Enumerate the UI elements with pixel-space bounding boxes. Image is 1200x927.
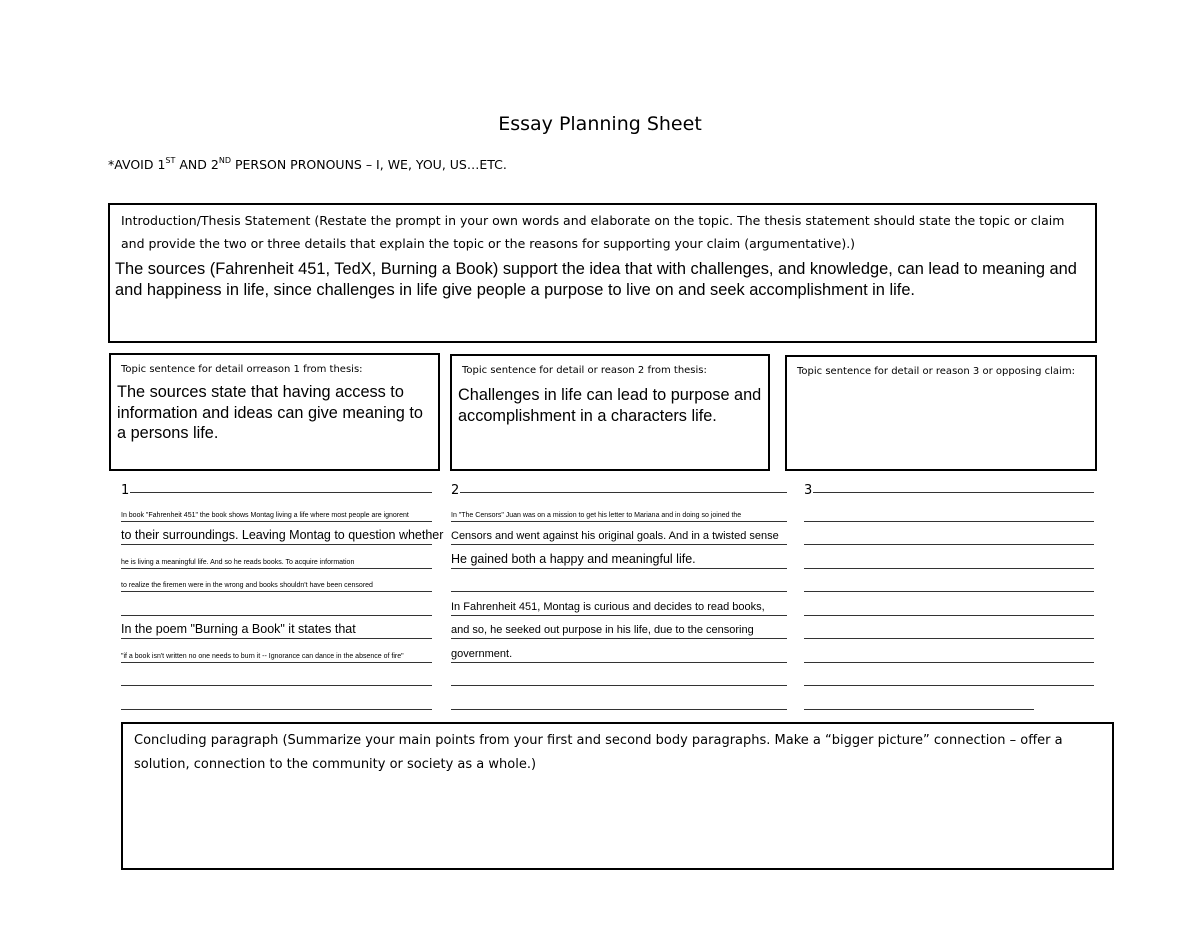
writing-line[interactable] bbox=[804, 688, 1094, 712]
column-number: 3 bbox=[804, 483, 813, 498]
writing-line[interactable] bbox=[121, 688, 432, 712]
writing-line[interactable]: to realize the firemen were in the wrong and books shouldn't have been censored bbox=[121, 571, 432, 595]
writing-line[interactable]: "if a book isn't written no one needs to burn it -- Ignorance can dance in the absence of fire" bbox=[121, 641, 432, 665]
topic-prompt-3: Topic sentence for detail or reason 3 or opposing claim: bbox=[797, 366, 1075, 377]
writing-line[interactable] bbox=[451, 665, 787, 689]
divider bbox=[121, 492, 432, 493]
topic-sentence-box-3[interactable] bbox=[785, 355, 1097, 471]
writing-line[interactable] bbox=[804, 618, 1094, 642]
writing-line[interactable] bbox=[451, 688, 787, 712]
writing-line[interactable]: he is living a meaningful life. And so he reads books. To acquire information bbox=[121, 547, 432, 571]
writing-line[interactable] bbox=[804, 547, 1094, 571]
divider bbox=[804, 492, 1094, 493]
writing-line[interactable]: In the poem "Burning a Book" it states that bbox=[121, 618, 432, 642]
topic-answer-2[interactable]: Challenges in life can lead to purpose and accomplishment in a characters life. bbox=[458, 386, 762, 425]
conclusion-prompt: Concluding paragraph (Summarize your main points from your first and second body paragraphs. Make a “bigger picture” connection – offer a solution, connection to the community or society as a whole.) bbox=[134, 733, 1063, 772]
writing-line[interactable]: In Fahrenheit 451, Montag is curious and decides to read books, bbox=[451, 594, 787, 618]
writing-line[interactable]: and so, he seeked out purpose in his life, due to the censoring bbox=[451, 618, 787, 642]
conclusion-box[interactable] bbox=[121, 722, 1114, 870]
writing-line[interactable]: In book "Fahrenheit 451" the book shows Montag living a life where most people are ignorent bbox=[121, 500, 432, 524]
pronoun-warning: *AVOID 1ST AND 2ND PERSON PRONOUNS – I, WE, YOU, US…ETC. bbox=[108, 156, 507, 172]
writing-line[interactable] bbox=[804, 500, 1094, 524]
writing-line[interactable] bbox=[804, 665, 1094, 689]
introduction-box[interactable] bbox=[108, 203, 1097, 343]
writing-line[interactable]: In "The Censors" Juan was on a mission to get his letter to Mariana and in doing so joined the bbox=[451, 500, 787, 524]
column-number: 2 bbox=[451, 483, 460, 498]
writing-line[interactable] bbox=[804, 571, 1094, 595]
column-header bbox=[121, 482, 432, 500]
page-title: Essay Planning Sheet bbox=[498, 113, 702, 135]
writing-line[interactable]: He gained both a happy and meaningful life. bbox=[451, 547, 787, 571]
topic-answer-1[interactable]: The sources state that having access to information and ideas can give meaning to a persons life. bbox=[117, 383, 423, 442]
writing-line[interactable] bbox=[804, 524, 1094, 548]
writing-line[interactable] bbox=[804, 641, 1094, 665]
topic-prompt-2: Topic sentence for detail or reason 2 from thesis: bbox=[462, 365, 707, 376]
writing-line[interactable] bbox=[451, 571, 787, 595]
topic-prompt-1: Topic sentence for detail orreason 1 from thesis: bbox=[121, 364, 363, 375]
writing-line[interactable] bbox=[121, 665, 432, 689]
column-number: 1 bbox=[121, 483, 130, 498]
writing-line[interactable]: government. bbox=[451, 641, 787, 665]
introduction-answer[interactable]: The sources (Fahrenheit 451, TedX, Burning a Book) support the idea that with challenges, and knowledge, can lead to meaning and and happiness in life, since challenges in life give people a purpose to live on and seek accomplishment in life. bbox=[115, 260, 1077, 299]
detail-column-1 bbox=[121, 482, 444, 712]
detail-column-3 bbox=[804, 482, 1094, 712]
detail-column-2 bbox=[451, 482, 787, 712]
writing-line[interactable] bbox=[121, 594, 432, 618]
column-header bbox=[804, 482, 1094, 500]
column-header bbox=[451, 482, 787, 500]
writing-line[interactable]: to their surroundings. Leaving Montag to question whether bbox=[121, 524, 432, 548]
divider bbox=[451, 492, 787, 493]
writing-line[interactable] bbox=[804, 594, 1094, 618]
writing-line[interactable]: Censors and went against his original goals. And in a twisted sense bbox=[451, 524, 787, 548]
topic-sentence-box-2[interactable] bbox=[450, 354, 770, 471]
topic-sentence-box-1[interactable] bbox=[109, 353, 440, 471]
introduction-prompt: Introduction/Thesis Statement (Restate the prompt in your own words and elaborate on the topic. The thesis statement should state the topic or claim and provide the two or three details that explain the topic or the reasons for supporting your claim (argumentative).) bbox=[121, 213, 1065, 251]
